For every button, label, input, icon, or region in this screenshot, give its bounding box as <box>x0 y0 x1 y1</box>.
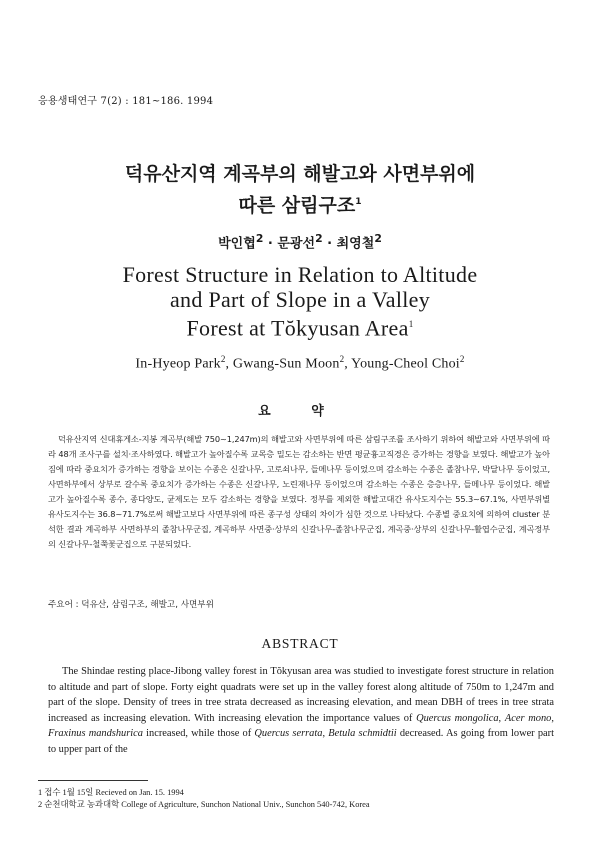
footnote-1: 1 접수 1월 15일 Recieved on Jan. 15. 1994 <box>38 788 184 797</box>
korean-author-2: 문광선 <box>277 236 316 252</box>
korean-title-footnote-mark: 1 <box>355 197 362 207</box>
species-fraxinus-mandshurica: Fraxinus mandshurica <box>48 728 143 740</box>
author-2-sep: , <box>344 356 348 372</box>
english-title-footnote-mark: 1 <box>408 319 414 329</box>
korean-author-separator: · <box>327 236 333 252</box>
english-abstract-body <box>48 664 554 758</box>
english-title <box>0 262 600 340</box>
author-3-mark: 2 <box>459 354 465 364</box>
journal-citation: 응용생태연구 7(2) : 181~186. 1994 <box>38 96 214 107</box>
species-betula-schmidtii: Betula schmidtii <box>328 728 397 740</box>
keywords <box>48 598 214 610</box>
abstract-comma-1: , <box>498 712 505 724</box>
korean-author-3-mark: 2 <box>374 232 382 245</box>
korean-abstract-heading: 요 약 <box>258 404 342 419</box>
english-title-line-1: Forest Structure in Relation to Altitude <box>122 262 478 287</box>
korean-author-2-mark: 2 <box>315 232 323 245</box>
abstract-text-1: The Shindae resting place-Jibong valley forest in Tŏkyusan area was studied to investigate forest structure in relation to altitude and part of slope. Forty eight quadrats were set up in the valley forest along altitude of 750m to 1,247m and part of the slope. Density of trees in tree strata decreased as increasing elevation, and mean DBH of trees in tree strata increased as increasing elevation. With increasing elevation the importance values of <box>48 666 554 724</box>
abstract-comma-3: , <box>322 728 329 740</box>
keywords-label: 주요어 : <box>48 600 79 610</box>
korean-title-line-1: 덕유산지역 계곡부의 해발고와 사면부위에 <box>124 163 476 185</box>
korean-authors <box>0 232 600 251</box>
author-1: In-Hyeop Park <box>135 356 221 372</box>
author-2-mark: 2 <box>339 354 345 364</box>
korean-author-1-mark: 2 <box>255 232 264 245</box>
english-title-line-2: and Part of Slope in a Valley <box>169 287 431 312</box>
english-authors <box>0 354 600 373</box>
keywords-list: 덕유산, 삼림구조, 해발고, 사면부위 <box>81 600 214 610</box>
english-title-line-3 <box>0 312 600 340</box>
abstract-heading: ABSTRACT <box>261 636 339 651</box>
species-quercus-mongolica: Quercus mongolica <box>416 712 499 724</box>
korean-title-line-2 <box>0 188 600 219</box>
footnotes <box>38 787 370 811</box>
footnote-divider <box>38 780 148 781</box>
author-3: Young-Cheol Choi <box>351 356 460 372</box>
abstract-comma-2: , <box>551 712 554 724</box>
abstract-text-3: decreased. As going from lower part to upper part of the <box>48 728 554 755</box>
author-2: Gwang-Sun Moon <box>232 356 340 372</box>
korean-title-line-2-text: 따른 삼림구조 <box>238 194 356 217</box>
species-acer-mono: Acer mono <box>504 712 552 724</box>
korean-title <box>0 160 600 219</box>
korean-author-separator: · <box>267 236 273 252</box>
english-title-line-3-text: Forest at Tŏkyusan Area <box>186 315 409 341</box>
author-1-sep: , <box>225 356 230 372</box>
korean-abstract-body: 덕유산지역 신대휴게소-지봉 계곡부(해발 750~1,247m)의 해발고와 사면부위에 따른 삼림구조를 조사하기 위하여 해발고와 사면부위에 따라 48개 조사구를 설치·조사하였다. 해발고가 높아질수록 교목층 밀도는 감소하는 반면 평균흉고직경은 증가하는 경향을 보였다. 해발고가 높아짐에 따라 중요치가 증가하는 경향을 보이는 수종은 신갈나무, 고로쇠나무, 들메나무 등이었으며 감소하는 수종은 졸참나무, 박달나무 등이었고, 사면하부에서 상부로 갈수록 중요치가 증가하는 수종은 신갈나무, 노린재나무 등이었으며 감소하는 수종은 층층나무, 들메나무 등이었다. 해발고가 높아질수록 종수, 종다양도, 균제도는 모두 감소하는 경향을 보였다. 정부를 제외한 해발고대간 유사도지수는 55.3~67.1%, 사면부위별 유사도지수는 36.8~71.7%로써 해발고보다 사면부위에 따른 종구성 상태의 차이가 심한 것으로 나타났다. 수종별 중요치에 의하여 cluster 분석한 결과 계곡하부 사면하부의 졸참나무군집, 계곡하부 사면중·상부의 신갈나무-졸참나무군집, 계곡중·상부의 신갈나무-활엽수군집, 계곡정부의 신갈나무-철쭉꽃군집으로 구분되었다. <box>48 434 550 549</box>
abstract-text-2: increased, while those of <box>142 728 255 740</box>
korean-author-3: 최영철 <box>336 236 375 252</box>
author-1-mark: 2 <box>220 354 226 364</box>
footnote-2: 2 순천대학교 농과대학 College of Agriculture, Sunchon National Univ., Sunchon 540-742, Korea <box>38 800 370 809</box>
korean-author-1: 박인협 <box>218 236 256 252</box>
species-quercus-serrata: Quercus serrata <box>254 728 323 740</box>
